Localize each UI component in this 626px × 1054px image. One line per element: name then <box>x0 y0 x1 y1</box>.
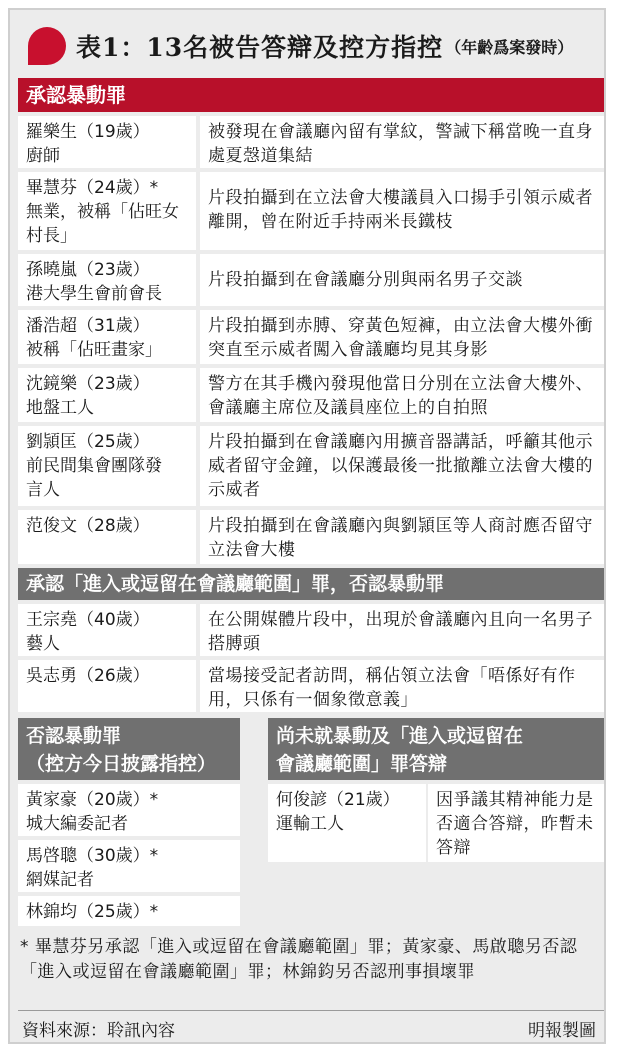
title-bar <box>18 22 608 70</box>
defendant-cell <box>18 784 240 836</box>
footer-divider <box>18 1010 604 1011</box>
allegation-cell: 片段拍攝到在會議廳內用擴音器講話，呼籲其他示威者留守金鐘，以保護最後一批撤離立法會大樓的示威者 <box>200 426 604 506</box>
defendant-cell <box>18 510 196 564</box>
defendant-name: 畢慧芬（24歲）* <box>26 178 159 198</box>
defendant-role: 廚師 <box>26 146 60 166</box>
defendant-name: 范俊文（28歲） <box>26 516 150 536</box>
defendant-role: 城大編委記者 <box>26 814 128 834</box>
allegation-cell: 片段拍攝到在會議廳分別與兩名男子交談 <box>200 254 604 306</box>
defendant-role: 無業，被稱「佔旺女村長」 <box>26 202 179 246</box>
defendant-cell <box>18 660 196 712</box>
defendant-name: 吳志勇（26歲） <box>26 666 150 686</box>
defendant-name: 劉頴匡（25歲） <box>26 432 150 452</box>
defendant-cell <box>18 896 240 926</box>
defendant-cell <box>18 840 240 892</box>
section-header-deny-riot <box>18 718 240 780</box>
allegation-cell: 當場接受記者訪問，稱佔領立法會「唔係好有作用，只係有一個象徵意義」 <box>200 660 604 712</box>
defendant-cell <box>268 784 426 862</box>
allegation-cell: 片段拍攝到在會議廳內與劉頴匡等人商討應否留守立法會大樓 <box>200 510 604 564</box>
section-header-line: 尚未就暴動及「進入或逗留在 <box>276 725 524 747</box>
defendant-name: 沈鏡樂（23歲） <box>26 374 150 394</box>
defendant-role: 運輸工人 <box>276 814 344 834</box>
defendant-role: 網媒記者 <box>26 870 94 890</box>
defendant-role: 前民間集會團隊發言人 <box>26 456 162 500</box>
defendant-name: 黃家豪（20歲）* <box>26 790 159 810</box>
allegation-cell: 因爭議其精神能力是否適合答辯，昨暫未答辯 <box>428 784 604 862</box>
defendant-name: 王宗堯（40歲） <box>26 610 150 630</box>
defendant-role: 地盤工人 <box>26 398 94 418</box>
defendant-name: 何俊諺（21歲） <box>276 790 400 810</box>
allegation-cell: 在公開媒體片段中，出現於會議廳內且向一名男子搭膊頭 <box>200 604 604 656</box>
defendant-role: 藝人 <box>26 634 60 654</box>
defendant-role: 港大學生會前會長 <box>26 284 162 304</box>
page-subtitle: （年齡爲案發時） <box>445 37 574 57</box>
section-header-line: （控方今日披露指控） <box>26 753 217 775</box>
defendant-cell <box>18 426 196 506</box>
defendant-name: 馬啓聰（30歲）* <box>26 846 159 866</box>
defendant-name: 孫曉嵐（23歲） <box>26 260 150 280</box>
defendant-cell <box>18 172 196 250</box>
defendant-cell <box>18 368 196 422</box>
allegation-cell: 片段拍攝到赤膊、穿黃色短褲，由立法會大樓外衝突直至示威者闖入會議廳均見其身影 <box>200 310 604 364</box>
page-title: 表1：13名被告答辯及控方指控 <box>76 33 444 62</box>
defendant-cell <box>18 310 196 364</box>
defendant-cell <box>18 604 196 656</box>
speech-bubble-icon <box>28 27 66 65</box>
allegation-cell: 被發現在會議廳內留有掌紋，警誡下稱當晚一直身處夏愨道集結 <box>200 116 604 168</box>
defendant-role: 被稱「佔旺畫家」 <box>26 340 162 360</box>
allegation-cell: 警方在其手機內發現他當日分別在立法會大樓外、會議廳主席位及議員座位上的自拍照 <box>200 368 604 422</box>
section-header-line: 否認暴動罪 <box>26 725 122 747</box>
section-header-admit-riot: 承認暴動罪 <box>18 78 604 112</box>
section-header-line: 會議廳範圍」罪答辯 <box>276 753 448 775</box>
footnote: * 畢慧芬另承認「進入或逗留在會議廳範圍」罪；黃家豪、馬啟聰另否認「進入或逗留在會議廳範圍」罪；林錦鈞另否認刑事損壞罪 <box>20 937 578 982</box>
source-credit: 資料來源：聆訊內容 <box>22 1021 175 1041</box>
section-header-not-yet-pleaded <box>268 718 604 780</box>
graphic-credit: 明報製圖 <box>528 1021 596 1041</box>
defendant-name: 潘浩超（31歲） <box>26 316 150 336</box>
allegation-cell: 片段拍攝到在立法會大樓議員入口揚手引領示威者離開，曾在附近手持兩米長鐵枝 <box>200 172 604 250</box>
defendant-cell <box>18 116 196 168</box>
section-header-admit-entering: 承認「進入或逗留在會議廳範圍」罪，否認暴動罪 <box>18 568 604 600</box>
defendant-name: 羅樂生（19歲） <box>26 122 150 142</box>
defendant-name: 林錦均（25歲）* <box>26 902 159 922</box>
defendant-cell <box>18 254 196 306</box>
